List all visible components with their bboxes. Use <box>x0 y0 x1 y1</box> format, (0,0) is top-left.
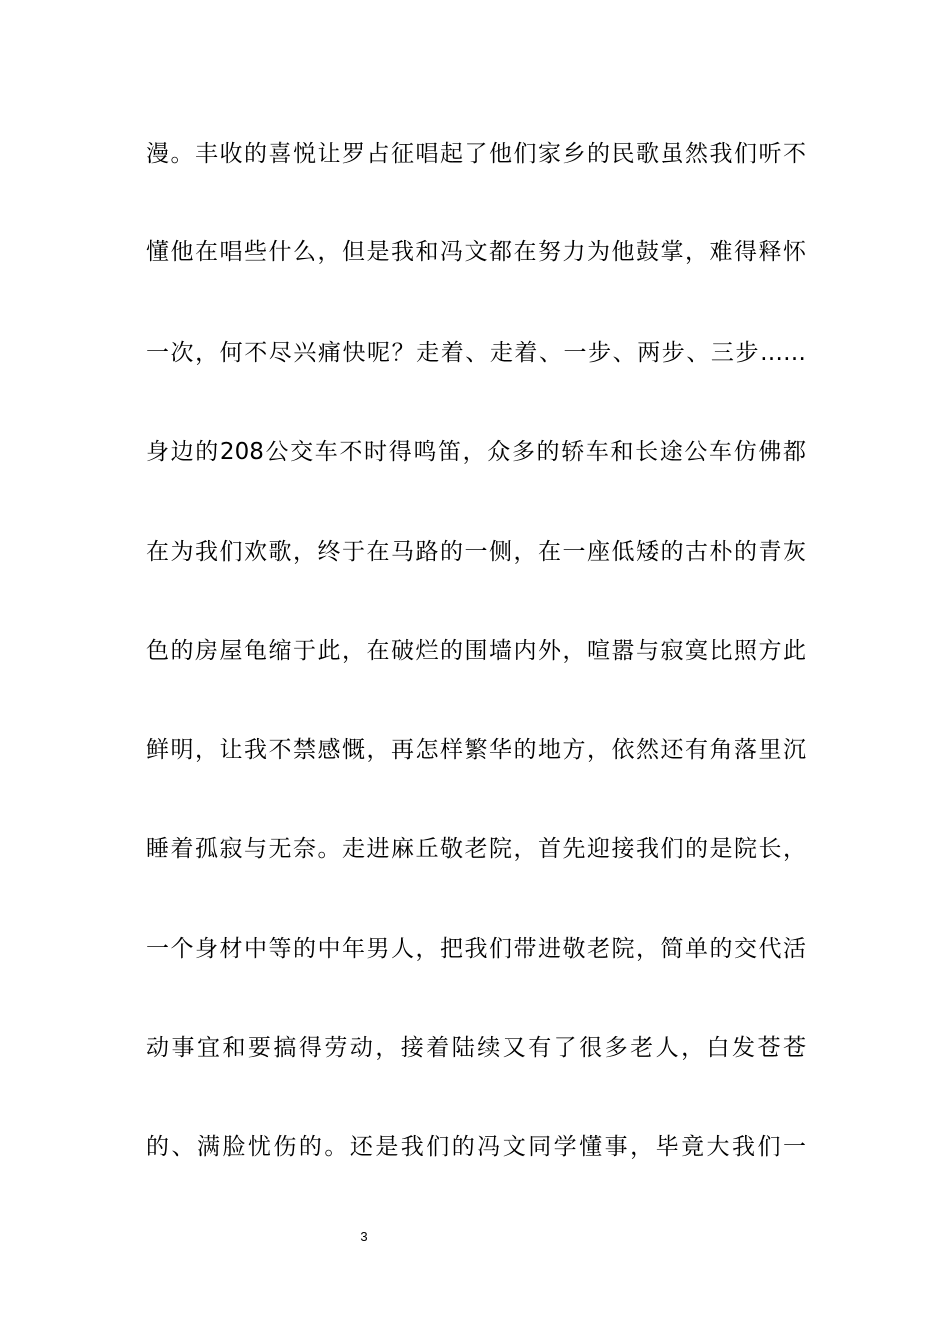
text-line: 在为我们欢歌，终于在马路的一侧，在一座低矮的古朴的青灰 <box>146 539 806 565</box>
text-line: 懂他在唱些什么，但是我和冯文都在努力为他鼓掌，难得释怀 <box>146 239 806 265</box>
text-line: 身边的208公交车不时得鸣笛，众多的轿车和长途公车仿佛都 <box>146 439 806 465</box>
text-line: 一次，何不尽兴痛快呢？走着、走着、一步、两步、三步…… <box>146 340 806 366</box>
text-line: 睡着孤寂与无奈。走进麻丘敬老院，首先迎接我们的是院长， <box>146 836 806 862</box>
text-line: 动事宜和要搞得劳动，接着陆续又有了很多老人，白发苍苍 <box>146 1035 806 1061</box>
page-number: 3 <box>360 1229 368 1244</box>
text-line: 鲜明，让我不禁感慨，再怎样繁华的地方，依然还有角落里沉 <box>146 737 806 763</box>
text-line: 色的房屋龟缩于此，在破烂的围墙内外，喧嚣与寂寞比照方此 <box>146 638 806 664</box>
text-line: 一个身材中等的中年男人，把我们带进敬老院，简单的交代活 <box>146 936 806 962</box>
text-line: 漫。丰收的喜悦让罗占征唱起了他们家乡的民歌虽然我们听不 <box>146 141 806 167</box>
text-line: 的、满脸忧伤的。还是我们的冯文同学懂事，毕竟大我们一 <box>146 1134 806 1160</box>
